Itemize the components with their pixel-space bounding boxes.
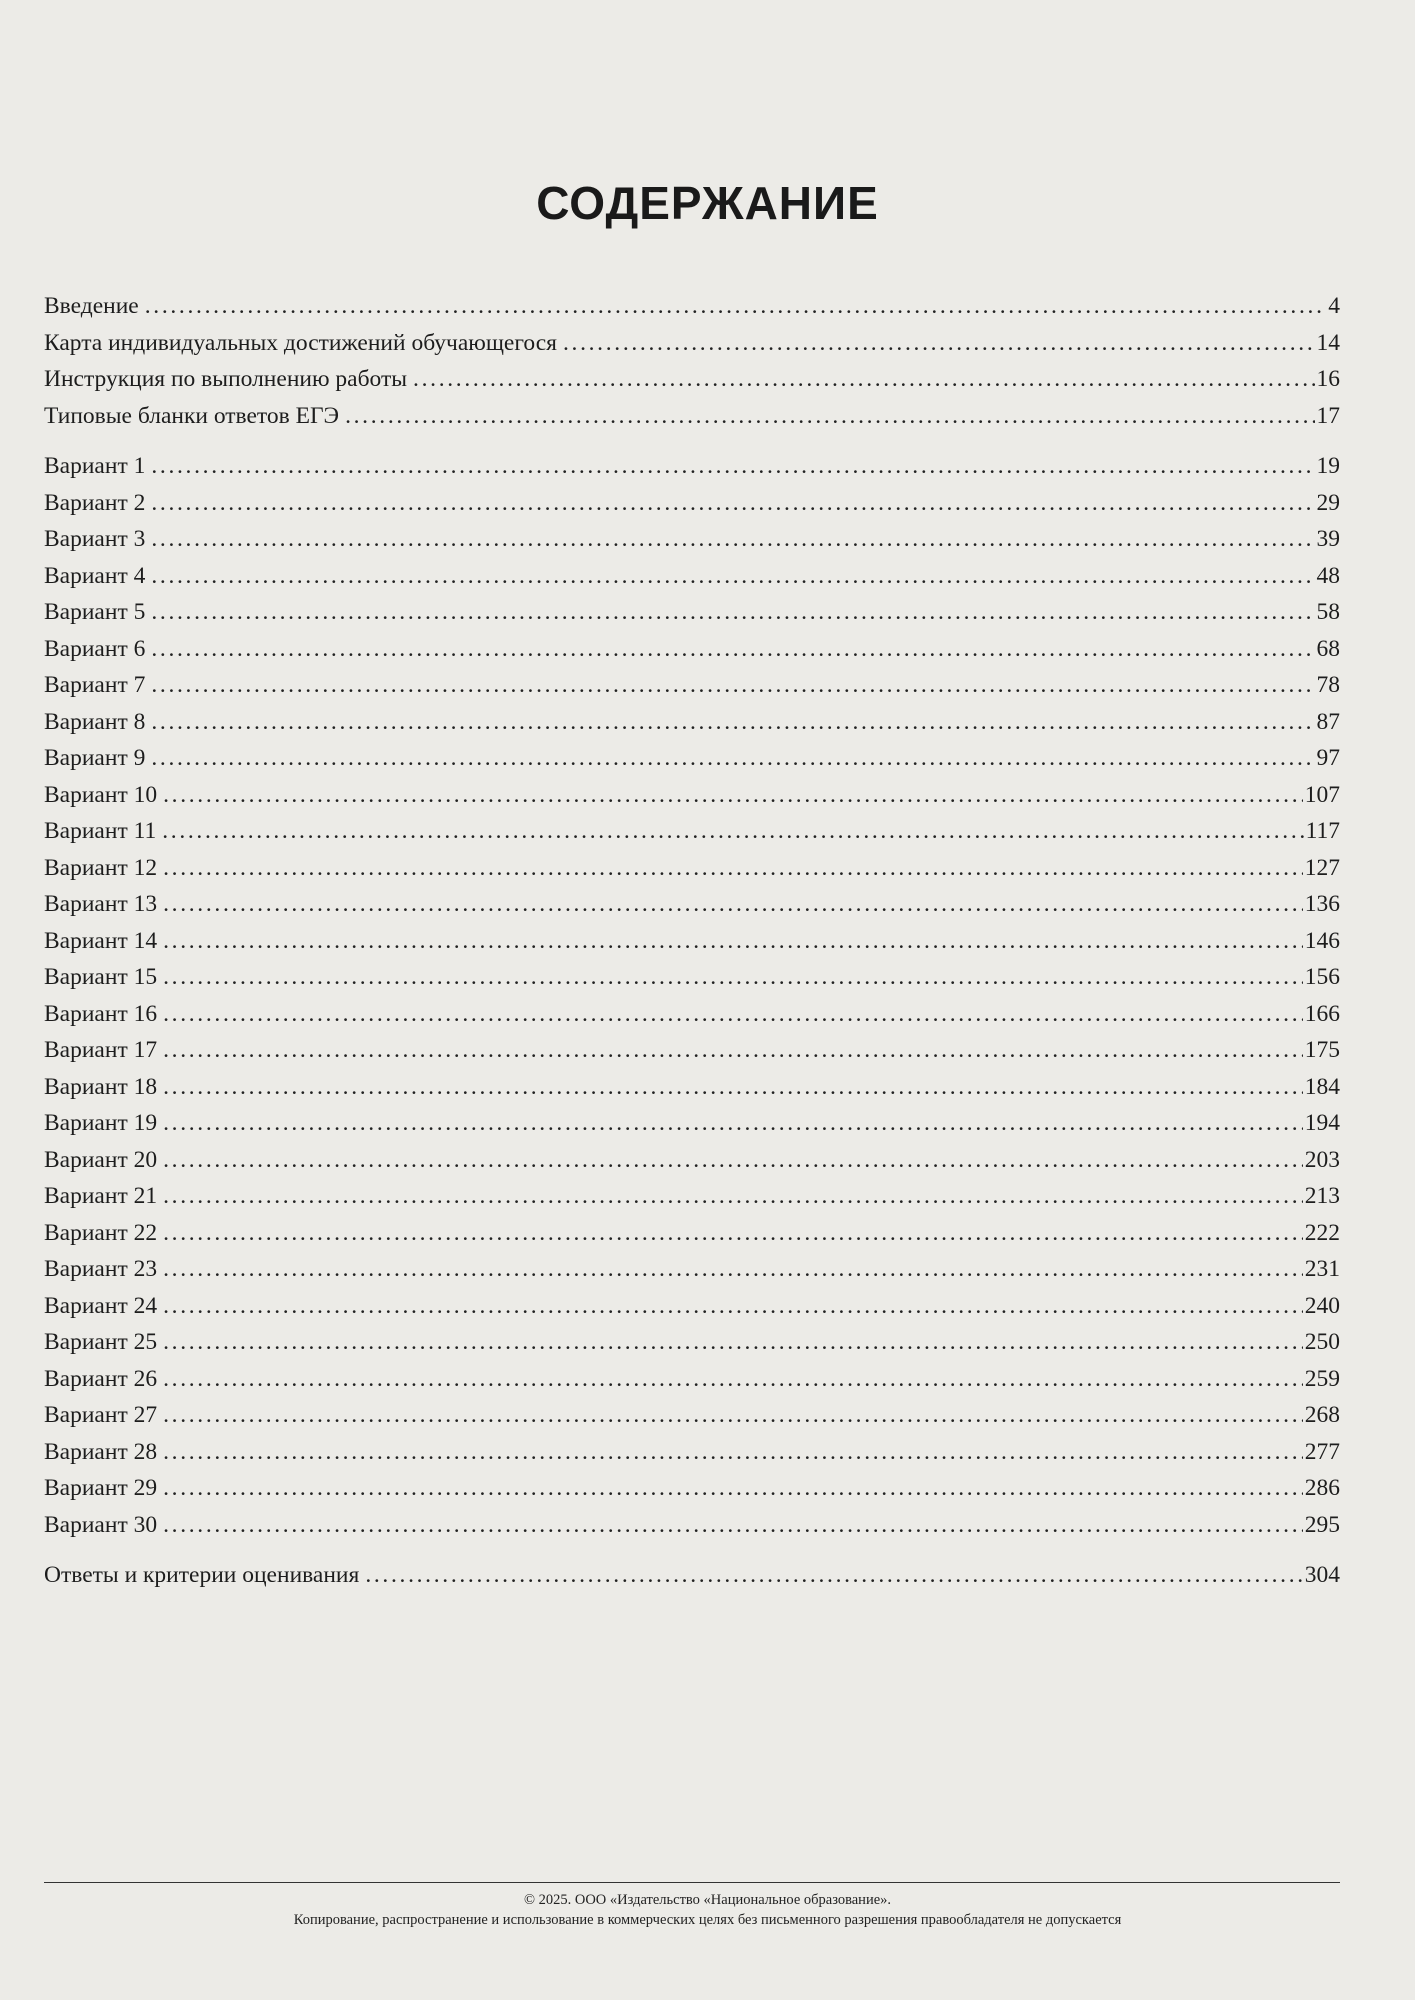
toc-entry	[44, 813, 1340, 850]
toc-entry-label: Вариант 9	[44, 745, 146, 771]
toc-entry-label: Вариант 20	[44, 1146, 158, 1173]
toc-entry	[44, 398, 1340, 435]
toc-entry-label: Вариант 7	[44, 672, 146, 698]
toc-entry-label: Вариант 17	[44, 1037, 158, 1063]
toc-leader-dots	[151, 667, 1314, 704]
toc-entry-page-number: 29	[1316, 489, 1340, 516]
toc-entry-page-number: 240	[1304, 1292, 1340, 1319]
toc-entry-page-number: 268	[1304, 1402, 1340, 1428]
toc-section	[44, 448, 1340, 1543]
toc-leader-dots	[145, 288, 1327, 325]
toc-entry-label: Вариант 24	[44, 1292, 158, 1319]
toc-leader-dots	[563, 325, 1315, 362]
toc-entry-page-number: 156	[1304, 964, 1340, 990]
toc-leader-dots	[151, 704, 1314, 741]
footer-divider	[44, 1882, 1340, 1883]
toc-leader-dots	[163, 923, 1303, 960]
toc-entry-page-number: 107	[1304, 781, 1340, 808]
toc-entry-label: Вариант 19	[44, 1110, 158, 1136]
toc-entry-label: Вариант 1	[44, 453, 146, 479]
toc-entry	[44, 704, 1340, 741]
toc-entry	[44, 996, 1340, 1033]
toc-entry-label: Вариант 11	[44, 818, 157, 844]
toc-entry	[44, 288, 1340, 325]
toc-entry-label: Вариант 30	[44, 1511, 158, 1538]
toc-entry	[44, 1324, 1340, 1361]
toc-entry-label: Карта индивидуальных достижений обучающегося	[44, 329, 557, 356]
toc-entry-page-number: 295	[1304, 1511, 1340, 1538]
toc-entry-label: Вариант 18	[44, 1073, 158, 1100]
toc-leader-dots	[163, 1069, 1303, 1106]
toc-leader-dots	[163, 959, 1303, 996]
toc-entry	[44, 1069, 1340, 1106]
toc-entry-page-number: 222	[1304, 1219, 1340, 1246]
toc-leader-dots	[163, 1507, 1303, 1544]
toc-entry-label: Ответы и критерии оценивания	[44, 1562, 360, 1588]
toc-entry	[44, 1434, 1340, 1471]
toc-entry	[44, 777, 1340, 814]
toc-leader-dots	[163, 1324, 1303, 1361]
toc-leader-dots	[163, 850, 1303, 887]
toc-entry-label: Вариант 3	[44, 526, 146, 552]
toc-entry	[44, 1215, 1340, 1252]
toc-entry	[44, 361, 1340, 398]
toc-entry	[44, 1470, 1340, 1507]
toc-entry-label: Вариант 16	[44, 1000, 158, 1027]
toc-entry-page-number: 166	[1304, 1000, 1340, 1027]
toc-entry-page-number: 17	[1316, 402, 1340, 429]
toc-entry-label: Вариант 13	[44, 891, 158, 917]
toc-entry	[44, 631, 1340, 668]
toc-entry-page-number: 231	[1304, 1256, 1340, 1282]
toc-entry-label: Вариант 26	[44, 1365, 158, 1392]
toc-entry-page-number: 68	[1316, 635, 1340, 662]
toc-leader-dots	[163, 1397, 1303, 1434]
toc-entry-page-number: 184	[1304, 1073, 1340, 1100]
toc-leader-dots	[345, 398, 1314, 435]
toc-entry-page-number: 4	[1328, 293, 1340, 319]
toc-entry	[44, 1142, 1340, 1179]
toc-entry-page-number: 117	[1305, 818, 1340, 844]
toc-entry-page-number: 286	[1304, 1475, 1340, 1501]
toc-entry-label: Вариант 12	[44, 854, 158, 881]
toc-entry	[44, 1178, 1340, 1215]
toc-entry	[44, 448, 1340, 485]
toc-leader-dots	[163, 1251, 1303, 1288]
toc-entry	[44, 594, 1340, 631]
footer	[0, 1890, 1415, 1930]
toc-entry-page-number: 39	[1316, 526, 1340, 552]
toc-entry	[44, 1557, 1340, 1594]
toc-entry-label: Типовые бланки ответов ЕГЭ	[44, 402, 340, 429]
footer-notice: Копирование, распространение и использование в коммерческих целях без письменного разрешения правообладателя не допускается	[293, 1912, 1122, 1928]
toc-entry	[44, 1288, 1340, 1325]
toc-entry	[44, 667, 1340, 704]
toc-leader-dots	[163, 1361, 1303, 1398]
toc-entry-page-number: 175	[1304, 1037, 1340, 1063]
toc-entry-page-number: 213	[1304, 1183, 1340, 1209]
toc-leader-dots	[163, 1288, 1303, 1325]
toc-entry	[44, 485, 1340, 522]
toc-entry	[44, 886, 1340, 923]
toc-leader-dots	[151, 594, 1314, 631]
toc-entry-page-number: 14	[1316, 329, 1340, 356]
toc-leader-dots	[151, 631, 1314, 668]
toc-leader-dots	[163, 1434, 1303, 1471]
toc-entry-label: Вариант 28	[44, 1438, 158, 1465]
toc-entry-label: Вариант 5	[44, 599, 146, 625]
toc-leader-dots	[163, 1470, 1303, 1507]
toc-entry-label: Вариант 2	[44, 489, 146, 516]
toc-leader-dots	[413, 361, 1314, 398]
toc-leader-dots	[151, 558, 1314, 595]
toc-entry-page-number: 136	[1304, 891, 1340, 917]
toc-entry-page-number: 277	[1304, 1438, 1340, 1465]
toc-entry-label: Вариант 22	[44, 1219, 158, 1246]
toc-entry-page-number: 48	[1316, 562, 1340, 589]
toc-entry-label: Вариант 25	[44, 1329, 158, 1355]
toc-leader-dots	[163, 1032, 1303, 1069]
toc-entry-label: Вариант 6	[44, 635, 146, 662]
toc-entry-label: Вариант 23	[44, 1256, 158, 1282]
toc-entry-page-number: 87	[1316, 708, 1340, 735]
toc-entry	[44, 1397, 1340, 1434]
toc-section	[44, 288, 1340, 434]
toc-entry	[44, 1105, 1340, 1142]
toc-entry	[44, 521, 1340, 558]
toc-entry-page-number: 304	[1304, 1562, 1340, 1588]
toc-entry-page-number: 16	[1316, 366, 1340, 392]
toc-leader-dots	[162, 813, 1303, 850]
toc-entry-label: Инструкция по выполнению работы	[44, 366, 408, 392]
toc-entry-page-number: 250	[1304, 1329, 1340, 1355]
toc-entry	[44, 959, 1340, 996]
table-of-contents	[44, 288, 1340, 1594]
toc-leader-dots	[163, 1105, 1303, 1142]
toc-leader-dots	[151, 521, 1314, 558]
toc-entry-label: Вариант 4	[44, 562, 146, 589]
toc-leader-dots	[163, 1142, 1303, 1179]
toc-entry-label: Вариант 14	[44, 927, 158, 954]
toc-entry	[44, 1032, 1340, 1069]
toc-entry	[44, 325, 1340, 362]
toc-entry-label: Вариант 8	[44, 708, 146, 735]
toc-entry	[44, 1251, 1340, 1288]
toc-leader-dots	[151, 740, 1314, 777]
toc-entry-page-number: 259	[1304, 1365, 1340, 1392]
toc-entry-label: Вариант 15	[44, 964, 158, 990]
toc-entry-label: Вариант 27	[44, 1402, 158, 1428]
toc-leader-dots	[163, 1215, 1303, 1252]
toc-entry-page-number: 97	[1316, 745, 1340, 771]
toc-entry-page-number: 194	[1304, 1110, 1340, 1136]
toc-leader-dots	[151, 485, 1314, 522]
footer-copyright: © 2025. ООО «Издательство «Национальное образование».	[523, 1892, 892, 1908]
toc-entry	[44, 850, 1340, 887]
toc-section	[44, 1557, 1340, 1594]
toc-entry	[44, 1361, 1340, 1398]
toc-leader-dots	[151, 448, 1314, 485]
page-title: СОДЕРЖАНИЕ	[536, 177, 879, 229]
toc-entry-label: Введение	[44, 293, 139, 319]
toc-entry-page-number: 146	[1304, 927, 1340, 954]
toc-leader-dots	[163, 886, 1303, 923]
toc-entry-page-number: 127	[1304, 854, 1340, 881]
toc-entry-label: Вариант 10	[44, 781, 158, 808]
toc-entry-page-number: 78	[1316, 672, 1340, 698]
toc-leader-dots	[163, 996, 1303, 1033]
toc-entry-page-number: 203	[1304, 1146, 1340, 1173]
toc-leader-dots	[163, 1178, 1303, 1215]
toc-entry	[44, 558, 1340, 595]
toc-leader-dots	[365, 1557, 1302, 1594]
toc-entry-page-number: 19	[1316, 453, 1340, 479]
toc-leader-dots	[163, 777, 1303, 814]
toc-entry-label: Вариант 29	[44, 1475, 158, 1501]
toc-entry	[44, 1507, 1340, 1544]
toc-entry	[44, 740, 1340, 777]
toc-entry	[44, 923, 1340, 960]
toc-entry-label: Вариант 21	[44, 1183, 158, 1209]
toc-entry-page-number: 58	[1316, 599, 1340, 625]
